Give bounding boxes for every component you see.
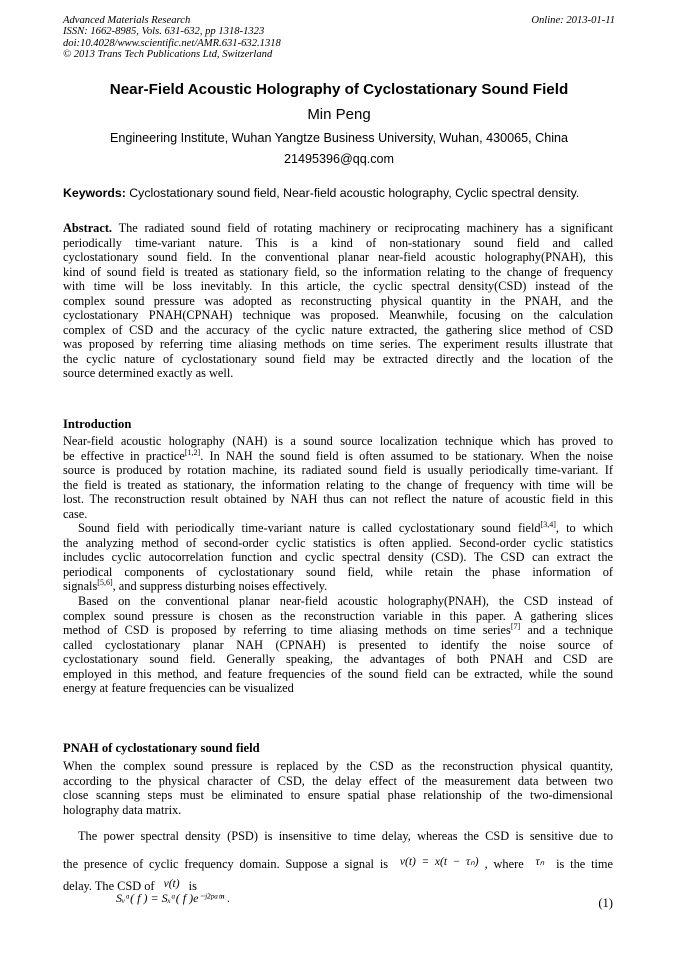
keywords-label: Keywords: bbox=[63, 186, 126, 200]
keywords-text: Cyclostationary sound field, Near-field acoustic holography, Cyclic spectral density. bbox=[125, 186, 580, 200]
text-line: employed in this method, and feature frequencies of the sound field can be extracted, while the sound bbox=[63, 666, 613, 681]
citation: [5,6] bbox=[97, 578, 113, 588]
text-line: holography data matrix. bbox=[63, 802, 182, 817]
text-line bbox=[63, 623, 613, 638]
abstract bbox=[63, 221, 613, 381]
text-line: was proposed by referring time aliasing methods on time series. The experiment results illustrate that bbox=[63, 337, 613, 352]
text-line bbox=[63, 521, 613, 536]
text-span: The radiated sound field of rotating machinery or reciprocating machinery has a significant bbox=[112, 221, 613, 235]
author: Min Peng bbox=[307, 106, 371, 123]
text-line: cyclostationary sound field. Generally speaking, the advantages of both PNAH and CSD are bbox=[63, 652, 613, 667]
text-span: be effective in practice bbox=[63, 448, 185, 463]
text-line: kind of sound field is treated as stationary field, so the information relating to the change of frequency bbox=[63, 264, 613, 279]
text-line: called cyclostationary planar NAH (CPNAH) is presented to identify the noise source of bbox=[63, 637, 613, 652]
text-line: The power spectral density (PSD) is insensitive to time delay, whereas the CSD is sensitive due to bbox=[78, 829, 613, 843]
paper-title: Near-Field Acoustic Holography of Cyclostationary Sound Field bbox=[109, 81, 569, 98]
text-line: Near-field acoustic holography (NAH) is a sound source localization technique which has proved to bbox=[63, 434, 613, 448]
introduction-body bbox=[63, 434, 613, 696]
citation: [7] bbox=[510, 622, 521, 632]
text-line: includes cyclic autocorrelation function and cyclic spectral density (CSD). The CSD can extract the bbox=[63, 550, 613, 565]
text-span: is bbox=[185, 879, 197, 893]
text-line: When the complex sound pressure is replaced by the CSD as the reconstruction physical quantity, bbox=[63, 759, 613, 773]
equation-1: Sᵥᵅ( f ) = Sₓᵅ( f )e⁻ʲ²ᵖᵃᵗⁿ . bbox=[116, 891, 231, 905]
text-line: lost. The reconstruction result obtained by NAH thus can not reflect the nature of acoustic field in this bbox=[63, 492, 613, 507]
text-line: the field is treated as stationary, the information relating to the change of frequency with time will be bbox=[63, 477, 613, 492]
text-line: according to the physical character of CSD, the delay effect of the measurement data between two bbox=[63, 773, 613, 788]
online-date: Online: 2013-01-11 bbox=[531, 15, 615, 26]
text-line bbox=[63, 221, 613, 236]
text-line: source determined exactly as well. bbox=[63, 366, 234, 381]
text-span: , where bbox=[484, 857, 530, 871]
email: 21495396@qq.com bbox=[283, 152, 395, 166]
text-line bbox=[63, 851, 613, 873]
citation: [3,4] bbox=[540, 520, 556, 530]
text-span: Sound field with periodically time-variant nature is called cyclostationary sound field bbox=[78, 521, 541, 536]
text-line: complex sound pressure was adopted as reconstructing physical quantity in the PNAH, and the bbox=[63, 293, 613, 308]
issn-line: ISSN: 1662-8985, Vols. 631-632, pp 1318-1323 bbox=[63, 26, 265, 38]
text-line: with time will be loss inevitably. In this article, the cyclic spectral density(CSD) instead of the bbox=[63, 279, 613, 294]
pnah-body bbox=[63, 759, 613, 817]
keywords bbox=[63, 186, 579, 200]
doi-line: doi:10.4028/www.scientific.net/AMR.631-632.1318 bbox=[63, 37, 281, 49]
journal-header bbox=[63, 15, 281, 60]
text-span: signals bbox=[63, 579, 98, 594]
section-heading-introduction: Introduction bbox=[63, 417, 132, 431]
copyright-line: © 2013 Trans Tech Publications Ltd, Switzerland bbox=[63, 48, 273, 60]
math-inline: τₙ bbox=[535, 856, 545, 868]
text-line: cyclostationary PNAH(CPNAH) technique was proposed. Meanwhile, focusing on the calculation bbox=[63, 308, 613, 323]
text-span: , to which bbox=[555, 521, 614, 536]
text-span: delay. The CSD of bbox=[63, 879, 158, 893]
abstract-label: Abstract. bbox=[63, 221, 113, 235]
text-line: the analyzing method of second-order cyclic statistics is often applied. Second-order cyclic statistics bbox=[63, 535, 613, 550]
text-line: close scanning steps must be eliminated to ensure spatial phase relationship of the two-dimensional bbox=[63, 788, 613, 803]
citation: [1,2] bbox=[184, 447, 201, 457]
text-span: . In NAH the sound field is often assumed to be stationary. When the noise bbox=[200, 448, 613, 463]
math-inline: v(t) = x(t − τₙ) bbox=[399, 856, 479, 868]
journal-name: Advanced Materials Research bbox=[63, 15, 191, 26]
text-line bbox=[63, 449, 613, 464]
text-line: Based on the conventional planar near-field acoustic holography(PNAH), the CSD instead of bbox=[78, 594, 613, 609]
math-inline: v(t) bbox=[163, 878, 180, 890]
equation-number: (1) bbox=[598, 896, 613, 910]
text-span: , and suppress disturbing noises effectively. bbox=[112, 579, 328, 594]
text-line: the cyclic nature of cyclostationary sound field may be extracted directly and the location of the bbox=[63, 351, 613, 366]
section-heading-pnah: PNAH of cyclostationary sound field bbox=[63, 741, 260, 755]
text-line: source is produced by rotation machine, its radiated sound field is usually periodically time-variant. If bbox=[63, 463, 613, 478]
text-line: energy at feature frequencies can be visualized bbox=[63, 681, 294, 696]
text-span: method of CSD is proposed by referring to time aliasing methods on time series bbox=[63, 623, 511, 638]
text-line: periodically time-variant nature. This is a kind of non-stationary sound field and called bbox=[63, 235, 613, 250]
text-span: and a technique bbox=[520, 623, 614, 638]
text-line: case. bbox=[63, 506, 88, 521]
text-line: cyclostationary sound field. In the conventional planar near-field acoustic holography(PNAH), this bbox=[63, 250, 613, 265]
psd-paragraph bbox=[63, 825, 613, 895]
text-line: complex of CSD and the accuracy of the cyclic nature extracted, the gathering slice method of CSD bbox=[63, 322, 613, 337]
text-line: periodical components of cyclostationary sound field, while retain the phase information of bbox=[63, 564, 613, 579]
affiliation: Engineering Institute, Wuhan Yangtze Business University, Wuhan, 430065, China bbox=[109, 131, 569, 145]
text-span: is the time bbox=[550, 857, 614, 871]
text-line bbox=[63, 579, 613, 594]
text-line: complex sound pressure is chosen as the reconstruction variable in this paper. A gathering slices bbox=[63, 608, 613, 623]
text-span: the presence of cyclic frequency domain. Suppose a signal is bbox=[63, 857, 394, 871]
